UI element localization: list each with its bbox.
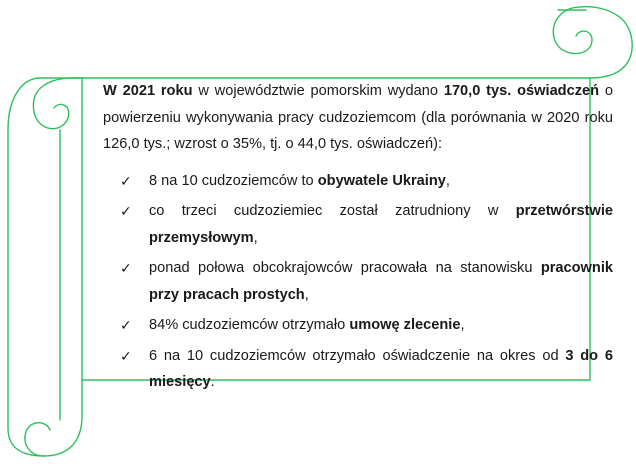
item-bold: obywatele Ukrainy <box>317 172 446 189</box>
facts-list <box>103 168 613 396</box>
item-punct: , <box>460 317 465 333</box>
scroll-left-roll <box>8 78 82 456</box>
list-item <box>103 255 613 308</box>
checkmark-icon: ✓ <box>120 347 132 364</box>
list-item <box>103 312 613 339</box>
checkmark-icon: ✓ <box>120 317 132 333</box>
item-text: 84% cudzoziemców otrzymało <box>149 317 350 333</box>
scroll-content <box>103 78 613 400</box>
item-bold: 3 do 6 miesięcy <box>149 347 613 390</box>
scroll-top-left-roll <box>33 78 82 129</box>
item-text: 8 na 10 cudzoziemców to <box>149 172 318 189</box>
item-bold: przetwórstwie przemysłowym <box>149 203 613 246</box>
item-punct: , <box>445 172 450 189</box>
list-item <box>103 343 613 396</box>
item-punct: , <box>304 286 309 303</box>
item-punct: . <box>210 374 215 390</box>
checkmark-icon: ✓ <box>120 260 132 276</box>
list-item <box>103 198 613 251</box>
intro-year: W 2021 roku <box>103 83 193 99</box>
item-punct: , <box>253 229 258 246</box>
item-text: ponad połowa obcokrajowców pracowała na stanowisku <box>149 260 541 276</box>
scroll-bottom-left-curl <box>25 423 50 456</box>
item-bold: umowę zlecenie <box>349 317 461 333</box>
item-text: 6 na 10 cudzoziemców otrzymało oświadczenie na okres od <box>149 347 566 364</box>
item-bold: pracownik przy pracach prostych <box>149 260 613 303</box>
intro-text-1: w województwie pomorskim wydano <box>192 83 444 99</box>
checkmark-icon: ✓ <box>120 203 132 219</box>
checkmark-icon: ✓ <box>120 172 132 189</box>
item-text: co trzeci cudzoziemiec został zatrudniony w <box>149 203 516 219</box>
scroll-top-right-roll <box>553 7 632 78</box>
intro-text-2: o powierzeniu wykonywania pracy cudzoziemcom (dla porównania w 2020 roku 126,0 tys.; wzrost o 35%, tj. o 44,0 tys. oświadczeń): <box>103 83 613 152</box>
list-item <box>103 168 613 195</box>
intro-paragraph <box>103 78 613 158</box>
intro-amount: 170,0 tys. oświadczeń <box>443 83 600 99</box>
